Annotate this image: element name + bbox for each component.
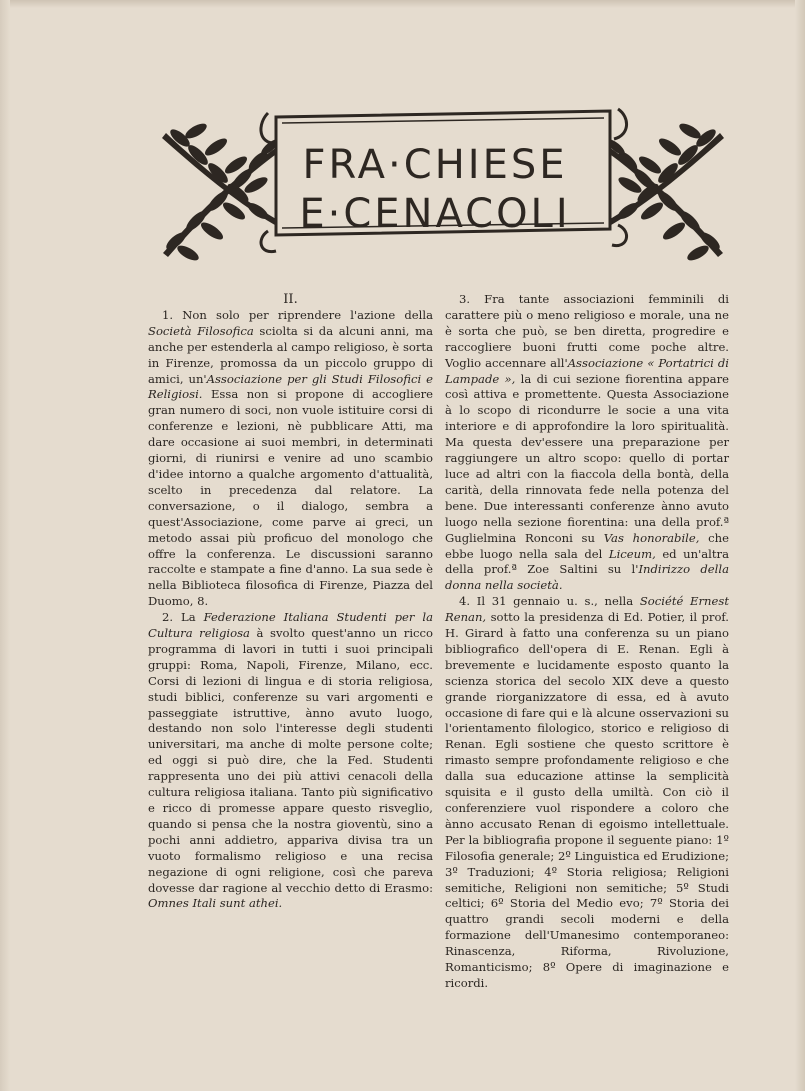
p1-italic-b: Società Filosofica [148,323,254,338]
p2-text-a: 2. La [162,610,204,625]
p4-italic-b: Société Ernest Renan, [445,594,729,625]
section-number: II. [283,292,298,307]
p3-text-g: ed un'altra della prof.ª Zoe Saltini su l' [445,546,729,577]
paragraph-1 [148,308,433,610]
p3-text-e: che ebbe luogo nella sala del [445,530,730,561]
p1-text-a: 1. Non solo per riprendere l'azione della [162,307,433,322]
page-edge-top [0,0,805,8]
p1-italic-d: Associazione per gli Studi Filosofici e Religiosi. [148,371,433,402]
p4-text-c: sotto la presidenza di Ed. Potier, il prof. H. Girard à fatto una conferenza su un piano bibliografico dell'opera di E. Renan. Egli à brevemente e lucidamente esposto quanto la scienza storica del secolo XIX deve a questo grande riorganizzatore di essa, ed à avuto occasione di fare qui e là alcune osservazioni su l'orientamento filologico, storico e religioso di Renan. Egli sostiene che questo scrittore è rimasto sempre profondamente religioso e che dalla sua educazione attinse la semplicità squisita e il gusto della umiltà. Con ciò il conferenziere vuol rispondere a coloro che ànno accusato Renan di egoismo intellettuale. Per la bibliografia propone il seguente piano: 1º Filosofia generale; 2º Linguistica ed Erudizione; 3º Traduzioni; 4º Storia religiosa; Religioni semitiche, Religioni non semitiche; 5º Studi celtici; 6º Storia del Medio evo; 7º Storia dei quattro grandi secoli moderni e della formazione dell'Umanesimo contemporaneo: Rinascenza, Riforma, Rivoluzione, Romanticismo; 8º Opere di imaginazione e ricordi. [445,610,729,990]
title-line-2: E·CENACOLI [299,191,571,237]
p2-italic-b: Federazione Italiana Studenti per la Cultura religiosa [148,610,433,641]
p3-text-c: la di cui sezione fiorentina appare così attiva e promettente. Questa Associazione à lo scopo di ricondurre le socie a una vita interiore e di approfondire la loro spiritualità. Ma questa dev'essere una preparazione per raggiungere un altro scopo: quello di portar luce ad altri con la fiaccola della bontà, della carità, della rinnovata fede nella potenza del bene. Due interessanti conferenze ànno avuto luogo nella sezione fiorentina: una della prof.ª Guglielmina Ronconi su [445,371,729,545]
p4-text-a: 4. Il 31 gennaio u. s., nella [459,594,640,609]
p1-text-c: sciolta si da alcuni anni, ma anche per estenderla al campo religioso, è sorta in Firenze, promossa da un piccolo gruppo di amici, un' [148,323,434,386]
text-column-right [445,292,729,992]
paragraph-2 [148,610,433,912]
p3-italic-d: Vas honorabile, [603,530,700,545]
title-line-1: FRA·CHIESE [302,142,568,188]
p3-italic-b: Associazione « Portatrici di Lampade », [445,355,730,386]
page-edge-right [795,0,805,1091]
p3-italic-h: Indirizzo della donna nella società. [445,562,729,593]
paragraph-4 [445,594,729,992]
title-cartouche [276,111,594,237]
p2-italic-d: Omnes Itali sunt athei. [148,896,283,911]
p3-italic-f: Liceum, [608,546,656,561]
p2-text-c: à svolto quest'anno un ricco programma di lavori in tutti i suoi principali gruppi: Roma, Napoli, Firenze, Milano, ecc. Corsi di lezioni di lingua e di storia religiosa, studi biblici, conferenze su vari argomenti e passeggiate istruttive, ànno avuto luogo, destando non solo l'interesse degli studenti universitari, ma anche di molte persone colte; ed oggi si può dire, che la Fed. Studenti rappresenta uno dei più attivi cenacoli della cultura religiosa italiana. Tanto più significativo e ricco di promesse appare questo risveglio, quando si pensa che la nostra gioventù, sino a pochi anni addietro, appariva divisa tra un vuoto formalismo religioso e una recisa negazione di ogni religione, così che pareva dovesse dar ragione al vecchio detto di Erasmo: [148,626,434,895]
p1-text-e: Essa non si propone di accogliere gran numero di soci, non vuole istituire corsi di conferenze e lezioni, nè pubblicare Atti, ma dare occasione ai suoi membri, in determinati giorni, di riunirsi e venire ad uno scambio d'idee intorno a qualche argomento d'attualità, scelto in precedenza dal relatore. La conversazione, o il dialogo, sembra a quest'Associazione, come parve ai greci, un metodo assai più proficuo del monologo che offre la conferenza. Le discussioni saranno raccolte e stampate a fine d'anno. La sua sede è nella Biblioteca filosofica di Firenze, Piazza del Duomo, 8. [148,387,433,609]
paragraph-3-start [445,292,729,594]
title-banner [158,103,728,273]
text-column-left [148,292,433,912]
p3-text-a: 3. Fra tante associazioni femminili di carattere più o meno religioso e morale, una ne è sorta che può, se ben diretta, progredire e raccogliere buoni frutti come poche altre. Voglio accennare all' [445,292,729,370]
page-edge-left [0,0,10,1091]
